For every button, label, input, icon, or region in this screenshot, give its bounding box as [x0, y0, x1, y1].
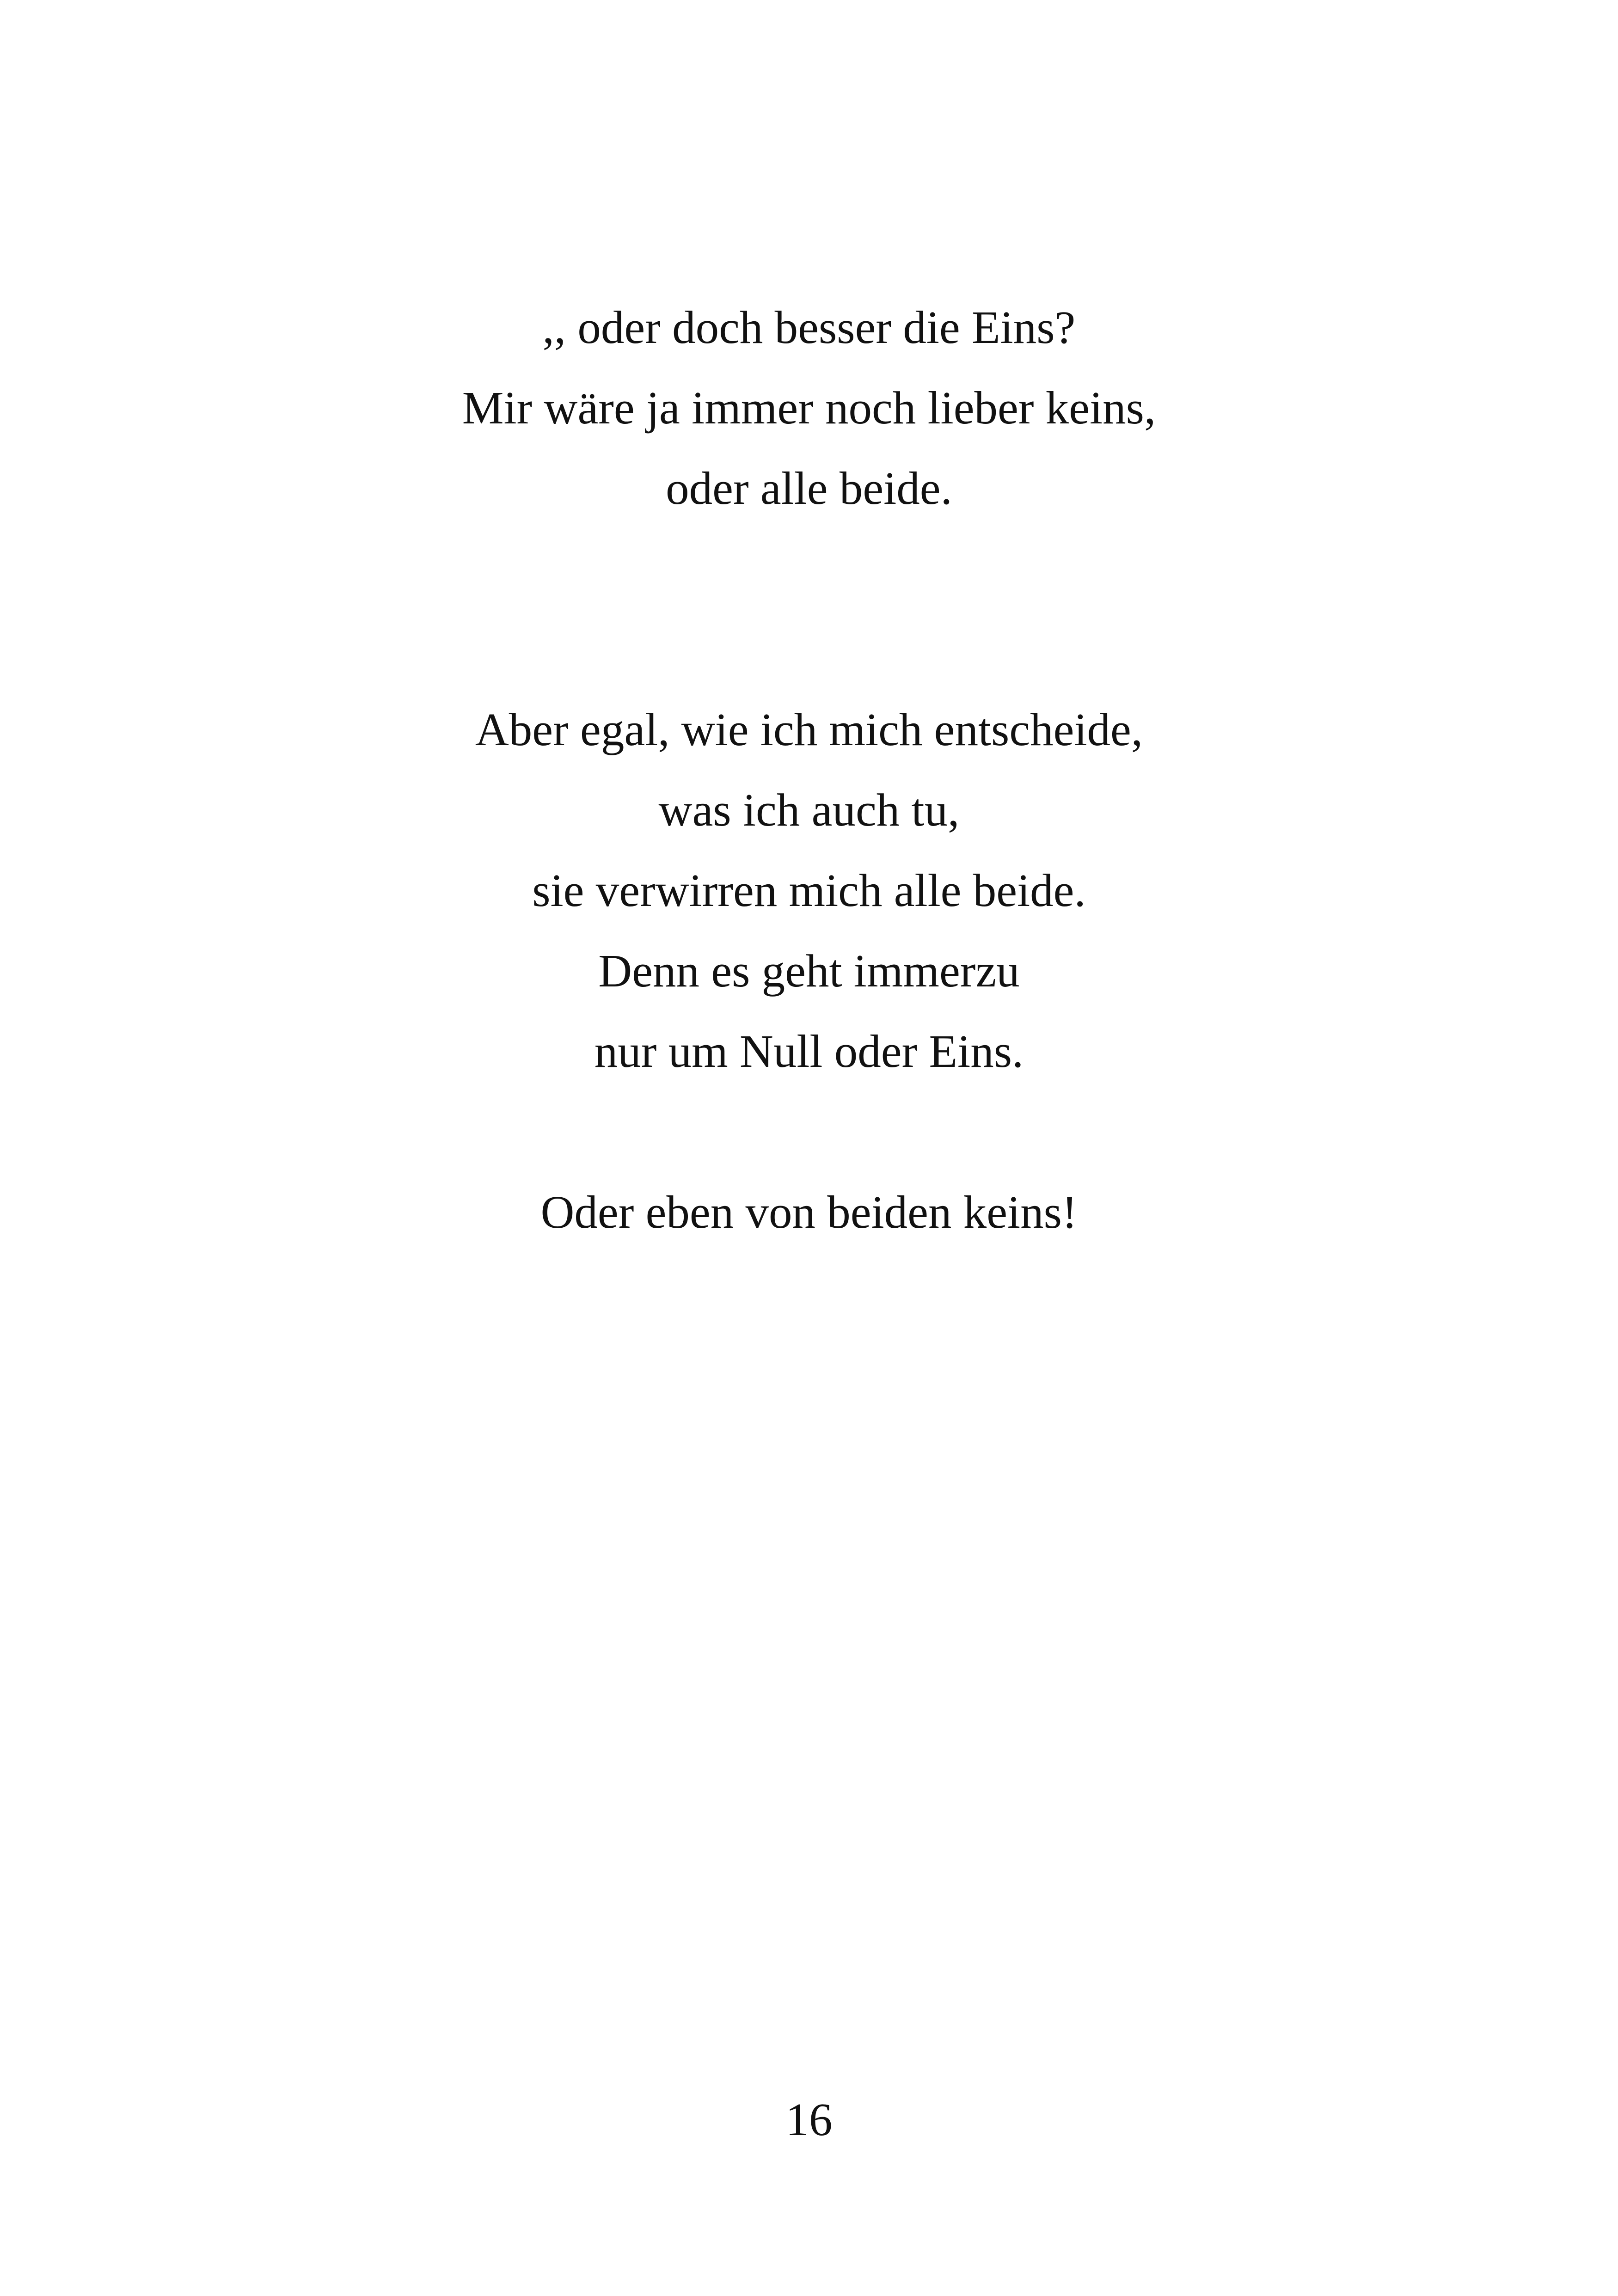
poem-line: Mir wäre ja immer noch lieber keins,: [462, 382, 1156, 434]
poem-line: Aber egal, wie ich mich entscheide,: [475, 704, 1143, 755]
poem-line: Denn es geht immerzu: [598, 945, 1020, 997]
poem-line: ,, oder doch besser die Eins?: [542, 301, 1076, 353]
poem-line: oder alle beide.: [666, 462, 952, 514]
poem-line: sie verwirren mich alle beide.: [532, 864, 1086, 916]
poem-line: Oder eben von beiden keins!: [540, 1186, 1078, 1238]
poem-line: was ich auch tu,: [658, 784, 960, 836]
page-number: 16: [785, 2094, 833, 2145]
poem-line: nur um Null oder Eins.: [594, 1025, 1024, 1077]
